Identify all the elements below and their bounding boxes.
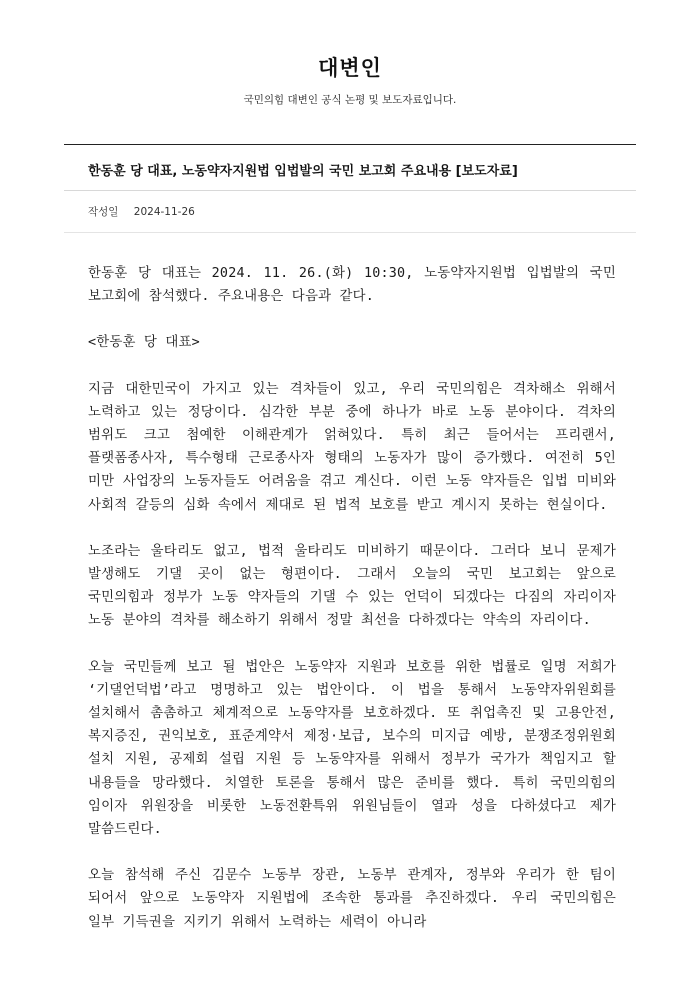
- date-value: 2024-11-26: [133, 206, 195, 218]
- article-body: [88, 262, 616, 957]
- paragraph: 한동훈 당 대표는 2024. 11. 26.(화) 10:30, 노동약자지원법 입법발의 국민 보고회에 참석했다. 주요내용은 다음과 같다.: [88, 266, 616, 305]
- paragraph: 오늘 국민들께 보고 될 법안은 노동약자 지원과 보호를 위한 법률로 일명 저희가 ‘기댈언덕법’라고 명명하고 있는 법안이다. 이 법을 통해서 노동약자위원회를 설치해서 촘촘하고 체계적으로 노동약자를 보호하겠다. 또 취업촉진 및 고용안전, 복지증진, 권익보호, 표준계약서 제정·보급, 보수의 미지급 예방, 분쟁조정위원회 설치 지원, 공제회 설립 지원 등 노동약자를 위해서 정부가 국가가 책임지고 할 내용들을 망라했다. 치열한 토론을 통해서 많은 준비를 했다. 특히 국민의힘의 임이자 위원장을 비롯한 노동전환특위 위원님들이 열과 성을 다하셨다고 제가 말씀드린다.: [88, 659, 616, 838]
- header-divider: [64, 144, 636, 145]
- date-label: 작성일: [88, 206, 119, 218]
- paragraph: 지금 대한민국이 가지고 있는 격차들이 있고, 우리 국민의힘은 격차해소 위해서 노력하고 있는 정당이다. 심각한 부분 중에 하나가 바로 노동 분야이다. 격차의 범위도 크고 첨예한 이해관계가 얽혀있다. 특히 최근 들어서는 프리랜서, 플랫폼종사자, 특수형태 근로종사자 형태의 노동자가 많이 증가했다. 여전히 5인 미만 사업장의 노동자들도 어려움을 겪고 계신다. 이런 노동 약자들은 입법 미비와 사회적 갈등의 심화 속에서 제대로 된 법적 보호를 받고 계시지 못하는 현실이다.: [88, 381, 616, 513]
- paragraph: 오늘 참석해 주신 김문수 노동부 장관, 노동부 관계자, 정부와 우리가 한 팀이 되어서 앞으로 노동약자 지원법에 조속한 통과를 추진하겠다. 우리 국민의힘은 일부 기득권을 지키기 위해서 노력하는 세력이 아니라: [88, 868, 616, 930]
- article-meta: [88, 204, 195, 219]
- article-title: 한동훈 당 대표, 노동약자지원법 입법발의 국민 보고회 주요내용 [보도자료]: [88, 164, 518, 179]
- meta-divider: [64, 232, 636, 233]
- title-divider: [64, 190, 636, 191]
- paragraph: 노조라는 울타리도 없고, 법적 울타리도 미비하기 때문이다. 그러다 보니 문제가 발생해도 기댈 곳이 없는 형편이다. 그래서 오늘의 국민 보고회는 앞으로 국민의힘과 정부가 노동 약자들의 기댈 수 있는 언덕이 되겠다는 다짐의 자리이자 노동 분야의 격차를 해소하기 위해서 정말 최선을 다하겠다는 약속의 자리이다.: [88, 543, 616, 629]
- site-title[interactable]: 대변인: [318, 56, 382, 80]
- site-subtitle: 국민의힘 대변인 공식 논평 및 보도자료입니다.: [243, 94, 457, 106]
- paragraph: <한동훈 당 대표>: [88, 335, 200, 351]
